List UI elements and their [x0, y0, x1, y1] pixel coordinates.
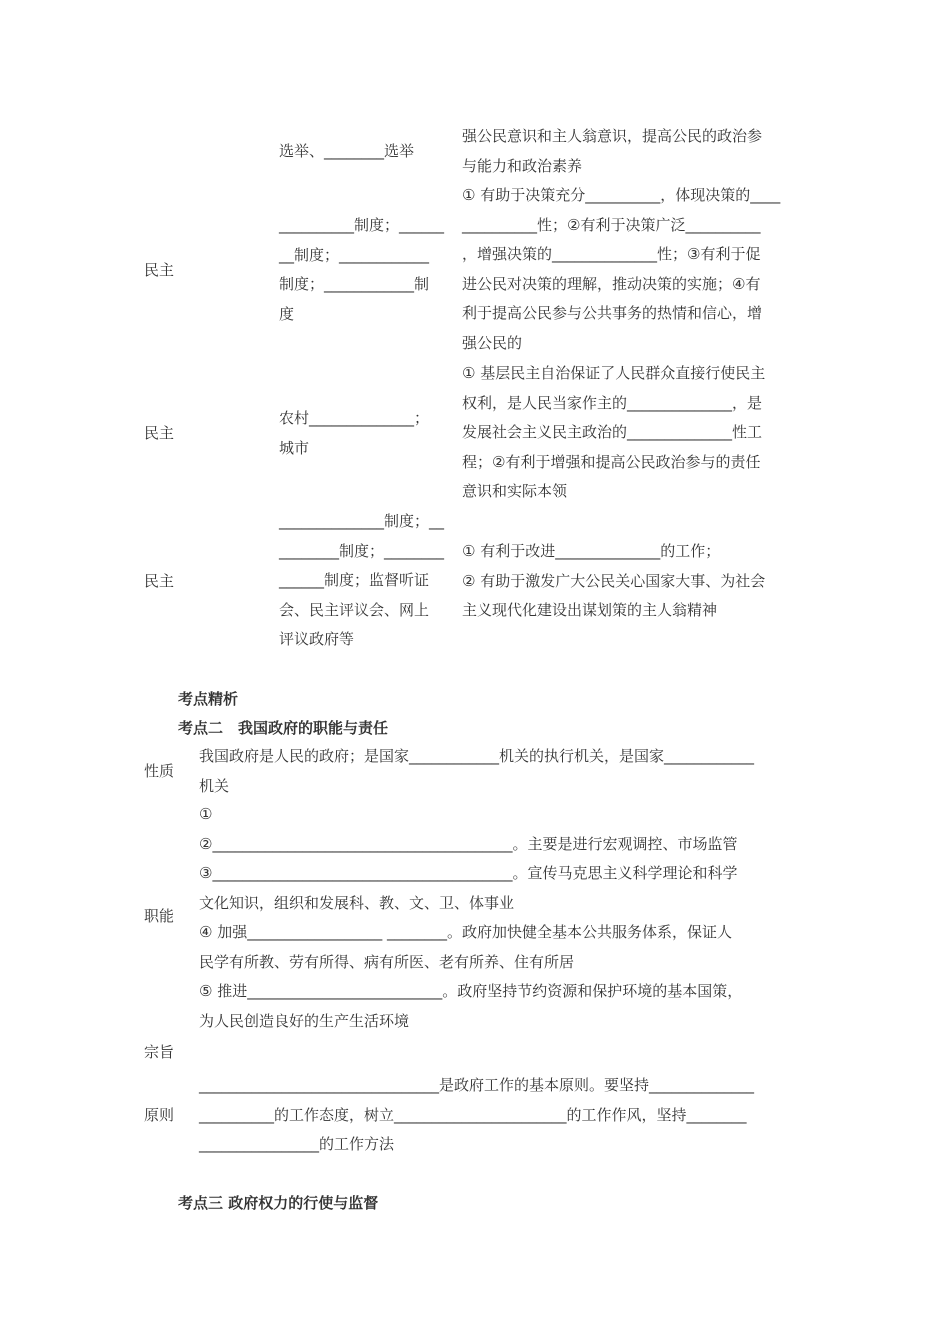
row4-right-line: ① 有利于改进______________的工作；	[462, 542, 721, 560]
function-line: 文化知识，组织和发展科、教、文、卫、体事业	[199, 893, 515, 912]
row3-right-line: 意识和实际本领	[462, 482, 568, 500]
row3-right	[462, 359, 765, 507]
nature-line: 我国政府是人民的政府；是国家____________机关的执行机关，是国家____________	[199, 747, 755, 765]
function-line: ②________________________________________。主要是进行宏观调控、市场监管	[199, 834, 738, 853]
row4-mid	[279, 507, 444, 655]
row4-right-line: ② 有助于激发广大公民关心国家大事、为社会	[462, 571, 766, 590]
function-line: ④ 加强__________________ ________。政府加快健全基本公共服务体系，保证人	[199, 923, 732, 941]
row1-right-line: 与能力和政治素养	[462, 156, 583, 175]
principle-line: __________的工作态度，树立_______________________的工作作风，坚持________	[199, 1105, 747, 1124]
row2-mid-line: 度	[279, 304, 295, 323]
nature-line: 机关	[199, 776, 230, 795]
heading-point-three: 考点三 政府权力的行使与监督	[178, 1194, 379, 1212]
nature-content	[199, 742, 754, 801]
row4-label: 民主	[144, 572, 175, 590]
row2-mid-line: __________制度；______	[279, 216, 445, 234]
row2-right-line: 强公民的	[462, 333, 523, 352]
row3-right-line: 程；②有利于增强和提高公民政治参与的责任	[462, 452, 761, 471]
row1-right-line: 强公民意识和主人翁意识，提高公民的政治参	[462, 127, 763, 145]
row4-mid-line: ______制度；监督听证	[279, 571, 430, 589]
function-line: ③________________________________________。宣传马克思主义科学理论和科学	[199, 864, 738, 882]
row2-right-line: 进公民对决策的理解，推动决策的实施；④有	[462, 274, 761, 293]
row3-right-line: 发展社会主义民主政治的______________性工	[462, 423, 763, 441]
function-line: 为人民创造良好的生产生活环境	[199, 1011, 410, 1030]
principle-line: ________________________________是政府工作的基本原则。要坚持______________	[199, 1076, 755, 1094]
function-label: 职能	[144, 907, 175, 925]
row4-mid-line: 会、民主评议会、网上	[279, 600, 430, 619]
row3-mid-line: 农村______________；	[279, 409, 430, 427]
row3-mid-line: 城市	[279, 438, 310, 457]
row2-mid	[279, 211, 444, 329]
row1-mid	[279, 137, 414, 167]
row4-right-line: 主义现代化建设出谋划策的主人翁精神	[462, 601, 718, 619]
purpose-label: 宗旨	[144, 1043, 175, 1061]
row3-right-line: 权利，是人民当家作主的______________，是	[462, 393, 763, 412]
row2-right-line: 利于提高公民参与公共事务的热情和信心，增	[462, 304, 763, 322]
heading-point-two: 考点二 我国政府的职能与责任	[178, 719, 389, 737]
function-line: 民学有所教、劳有所得、病有所医、老有所养、住有所居	[199, 952, 575, 971]
principle-line: ________________的工作方法	[199, 1135, 395, 1153]
function-line: ⑤ 推进__________________________。政府坚持节约资源和保护环境的基本国策，	[199, 982, 743, 1000]
row4-mid-line: ______________制度；__	[279, 512, 445, 530]
row2-label: 民主	[144, 261, 175, 279]
row4-right	[462, 537, 765, 626]
row2-right-line: ，增强决策的______________性；③有利于促	[462, 245, 761, 263]
row2-right	[462, 181, 780, 358]
row3-right-line: ① 基层民主自治保证了人民群众直接行使民主	[462, 364, 766, 382]
row3-label: 民主	[144, 424, 175, 442]
function-line: ①	[199, 805, 213, 823]
principle-content	[199, 1071, 754, 1160]
function-content	[199, 800, 742, 1036]
row2-right-line: __________性；②有利于决策广泛__________	[462, 215, 761, 234]
row4-mid-line: 评议政府等	[279, 630, 355, 648]
row1-mid-line: 选举、________选举	[279, 142, 415, 160]
row2-mid-line: __制度；____________	[279, 245, 430, 264]
heading-key-points: 考点精析	[178, 690, 239, 708]
row1-right	[462, 122, 762, 181]
row2-right-line: ① 有助于决策充分__________，体现决策的____	[462, 186, 781, 204]
row3-mid	[279, 404, 429, 463]
row2-mid-line: 制度；____________制	[279, 275, 430, 293]
row4-mid-line: ________制度；________	[279, 541, 445, 560]
principle-label: 原则	[144, 1106, 175, 1124]
nature-label: 性质	[144, 762, 175, 780]
